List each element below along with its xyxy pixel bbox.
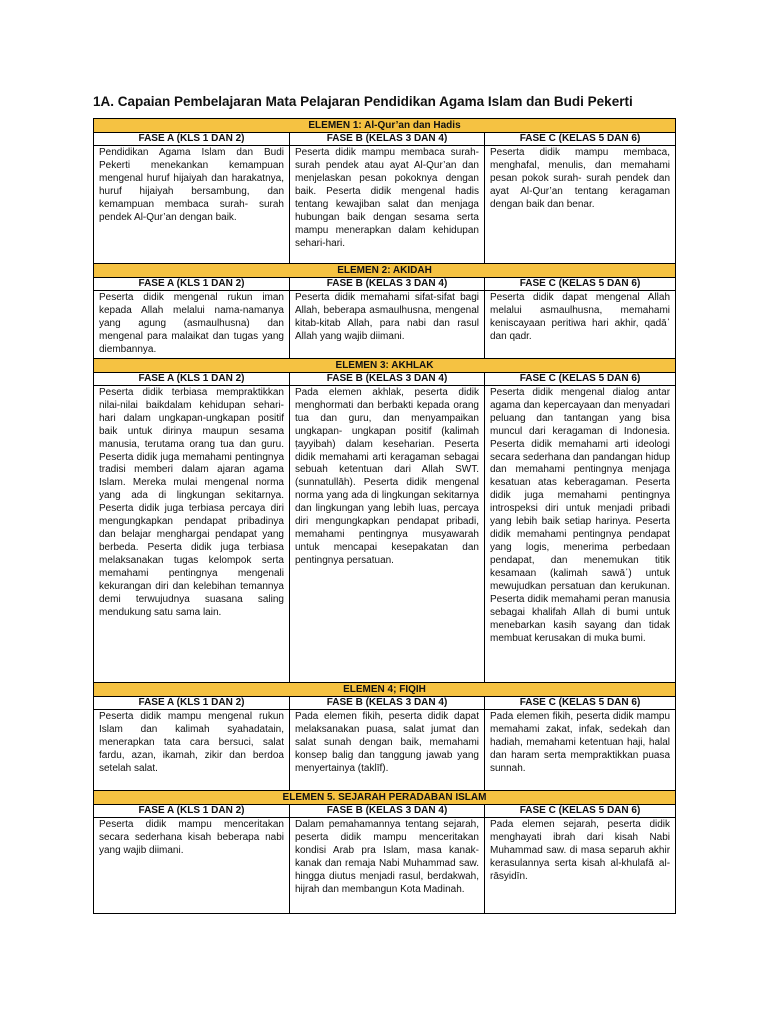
phase-header: FASE C (KELAS 5 DAN 6) [485, 372, 676, 385]
section-heading-row [94, 119, 676, 133]
phase-header-row [94, 804, 676, 817]
phase-header: FASE B (KELAS 3 DAN 4) [290, 133, 485, 146]
content-row [94, 709, 676, 790]
phase-header: FASE C (KELAS 5 DAN 6) [485, 804, 676, 817]
content-cell: Peserta didik memahami sifat-sifat bagi Allah, beberapa asmaulhusna, mengenal kitab-kitab Allah, para nabi dan rasul Allah yang wajib diimani. [290, 291, 485, 359]
phase-header: FASE B (KELAS 3 DAN 4) [290, 696, 485, 709]
phase-header: FASE C (KELAS 5 DAN 6) [485, 696, 676, 709]
content-cell: Peserta didik mengenal rukun iman kepada Allah melalui nama-namanya yang agung (asmaulhusna) dan mengenal para malaikat dan tugas yang diembannya. [94, 291, 290, 359]
content-cell: Dalam pemahamannya tentang sejarah, peserta didik mampu menceritakan kondisi Arab pra Islam, masa kanak-kanak dan remaja Nabi Muhammad saw. hingga diutus menjadi rasul, berdakwah, hijrah dan membangun Kota Madinah. [290, 817, 485, 913]
phase-header-row [94, 133, 676, 146]
content-row [94, 146, 676, 264]
content-cell: Peserta didik mampu membaca, menghafal, menulis, dan memahami pesan pokok surah- surah pendek dan ayat Al-Qur’an tentang keragaman dengan baik dan benar. [485, 146, 676, 264]
content-cell: Pada elemen akhlak, peserta didik menghormati dan berbakti kepada orang tua dan guru, dan menyampaikan ungkapan- ungkapan positif (kalimah ṭayyibah) dalam keseharian. Peserta didik memahami arti keragaman sebagai sebuah ketentuan dari Allah SWT. (sunnatullāh). Peserta didik mengenal norma yang ada di lingkungan sekitarnya dan lingkungan yang lebih luas, percaya diri mengungkapkan pendapat pribadi, memahami pentingnya musyawarah untuk mencapai kesepakatan dan pentingnya persatuan. [290, 385, 485, 682]
content-cell: Pendidikan Agama Islam dan Budi Pekerti menekankan kemampuan mengenal huruf hijaiyah dan harakatnya, huruf hijaiyah bersambung, dan kemampuan membaca surah- surah pendek Al-Qur’an dengan baik. [94, 146, 290, 264]
section-heading: ELEMEN 2: AKIDAH [94, 264, 676, 278]
phase-header: FASE A (KLS 1 DAN 2) [94, 804, 290, 817]
content-row [94, 291, 676, 359]
content-cell: Peserta didik mampu membaca surah-surah pendek atau ayat Al-Qur’an dan menjelaskan pesan pokoknya dengan baik. Peserta didik mengenal hadis tentang kewajiban salat dan menjaga hubungan baik dengan sesama serta mampu menerapkan dalam kehidupan sehari-hari. [290, 146, 485, 264]
content-cell: Peserta didik terbiasa mempraktikkan nilai-nilai baikdalam kehidupan sehari-hari dalam ungkapan-ungkapan positif baik untuk dirinya maupun sesama manusia, terutama orang tua dan guru. Peserta didik juga memahami pentingnya tradisi memberi dalam ajaran agama Islam. Mereka mulai mengenal norma yang ada di lingkungan sekitarnya. Peserta didik juga terbiasa percaya diri mengungkapkan pendapat pribadinya dan belajar menghargai pendapat yang berbeda. Peserta didik juga terbiasa melaksanakan tugas kelompok serta memahami pentingnya mengenali kekurangan diri dan kelebihan temannya demi terwujudnya suasana saling mendukung satu sama lain. [94, 385, 290, 682]
section-heading: ELEMEN 5. SEJARAH PERADABAN ISLAM [94, 790, 676, 804]
phase-header: FASE A (KLS 1 DAN 2) [94, 372, 290, 385]
phase-header-row [94, 278, 676, 291]
phase-header: FASE C (KELAS 5 DAN 6) [485, 133, 676, 146]
phase-header: FASE A (KLS 1 DAN 2) [94, 278, 290, 291]
phase-header-row [94, 696, 676, 709]
phase-header: FASE A (KLS 1 DAN 2) [94, 133, 290, 146]
content-cell: Peserta didik dapat mengenal Allah melalui asmaulhusna, memahami keniscayaan peritiwa hari akhir, qadā᾿ dan qadr. [485, 291, 676, 359]
content-row [94, 817, 676, 913]
content-cell: Peserta didik mampu menceritakan secara sederhana kisah beberapa nabi yang wajib diimani. [94, 817, 290, 913]
phase-header: FASE C (KELAS 5 DAN 6) [485, 278, 676, 291]
phase-header: FASE B (KELAS 3 DAN 4) [290, 804, 485, 817]
section-heading: ELEMEN 4; FIQIH [94, 682, 676, 696]
phase-header: FASE B (KELAS 3 DAN 4) [290, 278, 485, 291]
content-cell: Pada elemen fikih, peserta didik dapat melaksanakan puasa, salat jumat dan salat sunah dengan baik, memahami konsep balig dan tanggung jawab yang menyertainya (taklīf). [290, 709, 485, 790]
content-cell: Peserta didik mengenal dialog antar agama dan kepercayaan dan menyadari peluang dan tantangan yang bisa muncul dari keragaman di Indonesia. Peserta didik memahami arti ideologi secara sederhana dan pandangan hidup dan memahami pentingnya menjaga kesatuan atas keberagaman. Peserta didik juga memahami pentingnya introspeksi diri untuk menjadi pribadi yang lebih baik setiap harinya. Peserta didik memahami pentingnya pendapat yang logis, menerima perbedaan pendapat, dan menemukan titik kesamaan (kalimah sawā᾿) untuk mewujudkan persatuan dan kerukunan. Peserta didik memahami peran manusia sebagai khalifah Allah di bumi untuk menebarkan kasih sayang dan tidak membuat kerusakan di muka bumi. [485, 385, 676, 682]
content-cell: Pada elemen sejarah, peserta didik menghayati ibrah dari kisah Nabi Muhammad saw. di masa separuh akhir kerasulannya serta kisah al-khulafā al-rāsyidīn. [485, 817, 676, 913]
content-cell: Pada elemen fikih, peserta didik mampu memahami zakat, infak, sedekah dan hadiah, memahami ketentuan haji, halal dan haram serta mempraktikkan puasa sunnah. [485, 709, 676, 790]
section-heading-row [94, 682, 676, 696]
section-heading-row [94, 264, 676, 278]
section-heading: ELEMEN 1: Al-Qur’an dan Hadis [94, 119, 676, 133]
section-heading-row [94, 358, 676, 372]
content-row [94, 385, 676, 682]
phase-header: FASE A (KLS 1 DAN 2) [94, 696, 290, 709]
content-cell: Peserta didik mampu mengenal rukun Islam dan kalimah syahadatain, menerapkan tata cara bersuci, salat fardu, azan, ikamah, zikir dan berdoa setelah salat. [94, 709, 290, 790]
phase-header: FASE B (KELAS 3 DAN 4) [290, 372, 485, 385]
curriculum-table [93, 118, 676, 914]
page-title: 1A. Capaian Pembelajaran Mata Pelajaran Pendidikan Agama Islam dan Budi Pekerti [93, 94, 633, 109]
section-heading: ELEMEN 3: AKHLAK [94, 358, 676, 372]
phase-header-row [94, 372, 676, 385]
section-heading-row [94, 790, 676, 804]
